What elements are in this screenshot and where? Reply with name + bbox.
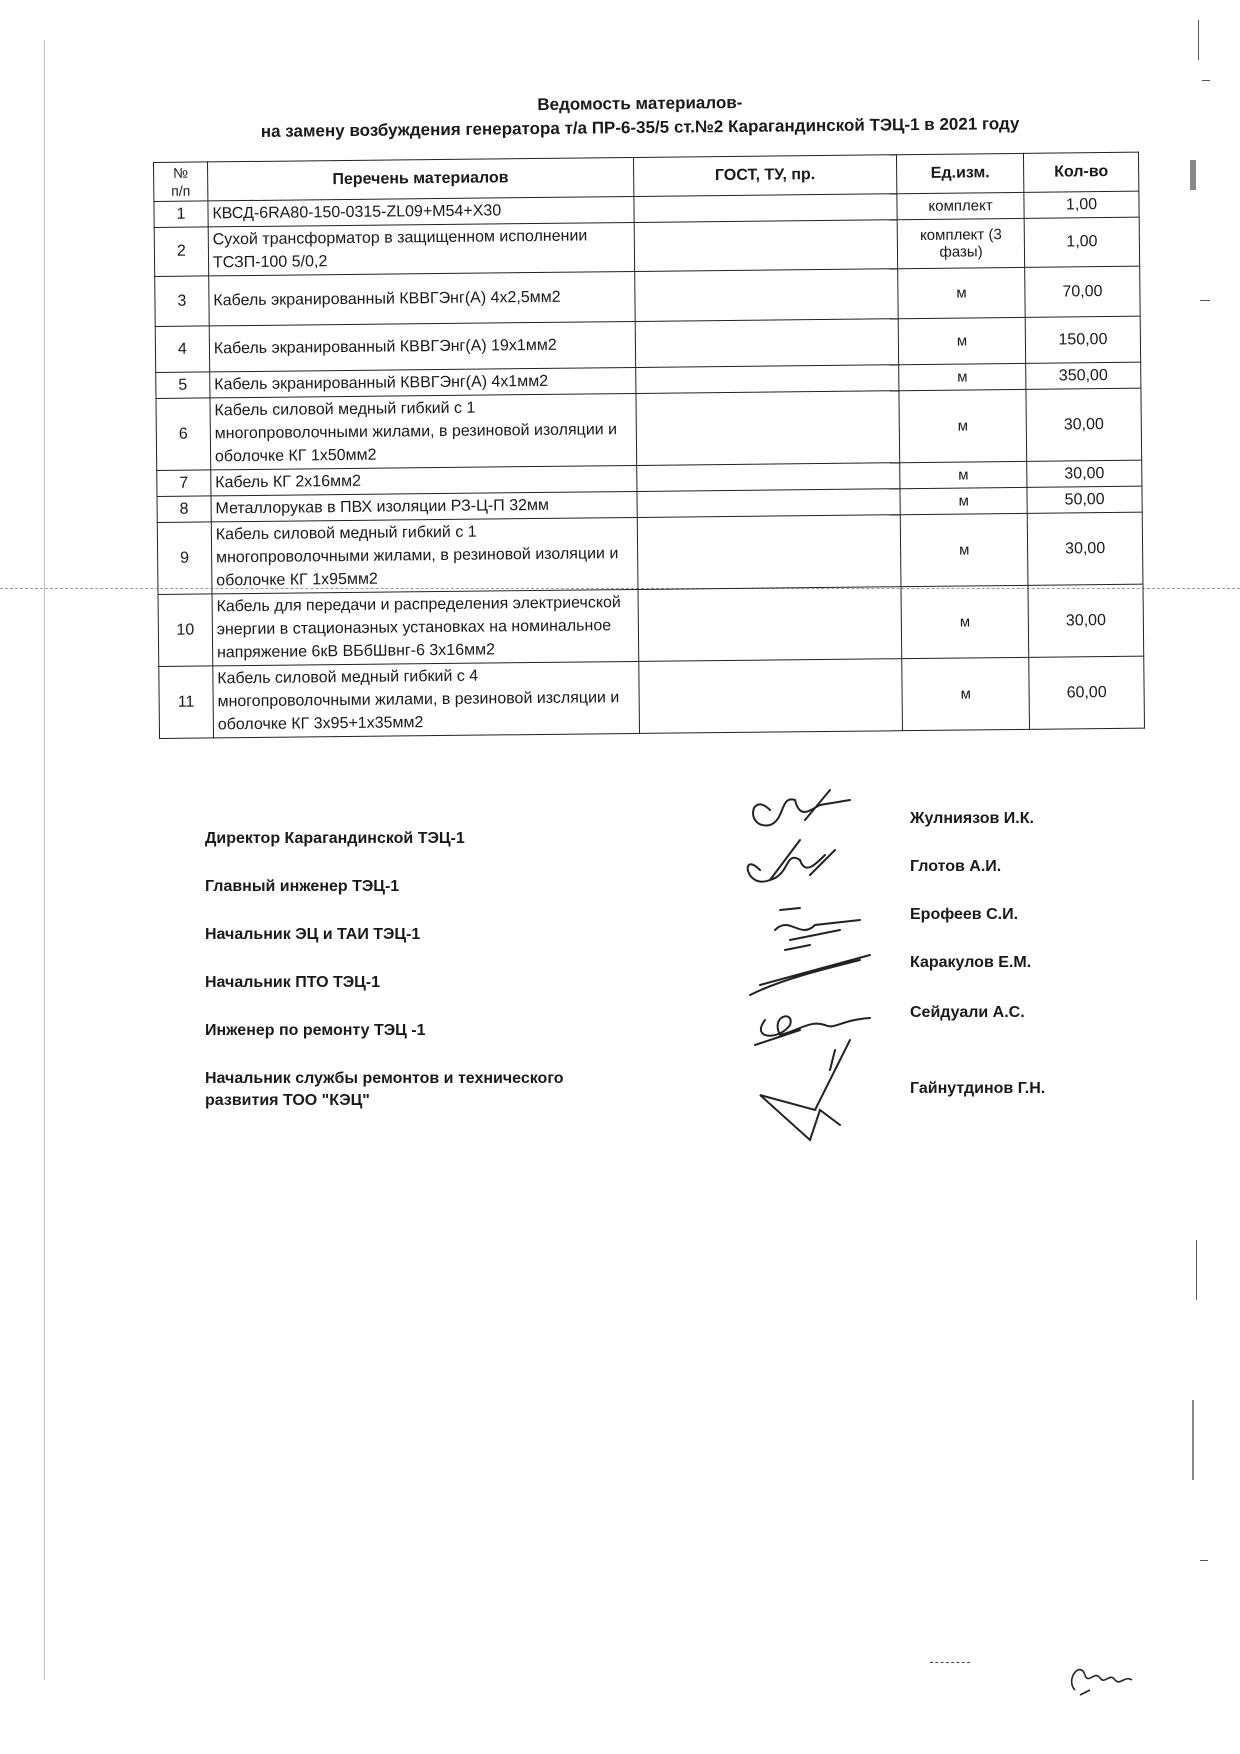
row-unit: м <box>901 585 1029 658</box>
signatory-name: Каракулов Е.М. <box>910 954 1032 971</box>
row-qty: 30,00 <box>1026 388 1142 461</box>
row-num: 9 <box>157 522 212 595</box>
header-unit: Ед.изм. <box>897 153 1024 193</box>
row-gost <box>637 489 901 518</box>
signatory-name: Ерофеев С.И. <box>910 906 1019 923</box>
scan-edge-marks <box>1180 0 1220 1754</box>
row-unit: комплект (3 фазы) <box>897 218 1025 268</box>
scan-dash-mark <box>930 1662 970 1664</box>
row-num: 10 <box>158 594 213 667</box>
header-num: № п/п <box>154 162 208 202</box>
document-title <box>210 87 1070 144</box>
row-qty: 1,00 <box>1024 191 1139 218</box>
row-unit: м <box>898 267 1026 318</box>
row-num: 3 <box>155 276 209 327</box>
signatory-name: Жулниязов И.К. <box>910 810 1034 827</box>
table-body <box>154 191 1145 738</box>
row-name: Кабель силовой медный гибкий с 1 многопроволочными жилами, в резиновой изоляции и оболочке КГ 1х95мм2 <box>211 517 638 593</box>
row-num: 11 <box>159 666 214 739</box>
row-name: Кабель экранированный КВВГЭнг(А) 4х1мм2 <box>210 367 636 397</box>
row-unit: комплект <box>897 192 1024 219</box>
row-qty: 60,00 <box>1029 656 1145 729</box>
row-gost <box>634 194 898 223</box>
row-gost <box>636 463 900 492</box>
row-qty: 150,00 <box>1025 316 1140 363</box>
header-gost: ГОСТ, ТУ, пр. <box>633 155 897 197</box>
signatory-role: Начальник ЭЦ и ТАИ ТЭЦ-1 <box>205 926 421 943</box>
table-row <box>158 584 1144 666</box>
row-num: 2 <box>154 227 208 277</box>
signatory-role: Директор Карагандинской ТЭЦ-1 <box>205 830 465 847</box>
row-name: Сухой трансформатор в защищенном исполнении ТСЗП-100 5/0,2 <box>208 222 634 275</box>
scan-edge-line <box>44 40 45 1680</box>
table-row <box>156 388 1142 470</box>
row-qty: 50,00 <box>1027 486 1142 513</box>
row-qty: 70,00 <box>1025 266 1140 317</box>
row-num: 6 <box>156 398 211 471</box>
row-gost <box>635 365 899 394</box>
row-num: 4 <box>155 326 209 373</box>
signatory-role: Начальник службы ремонтов и технического развития ТОО "КЭЦ" <box>205 1070 564 1109</box>
header-name: Перечень материалов <box>207 157 633 200</box>
handwritten-signatures <box>740 780 890 1160</box>
row-qty: 350,00 <box>1026 362 1141 389</box>
row-num: 8 <box>157 496 211 523</box>
materials-table <box>153 152 1145 739</box>
row-name: Кабель силовой медный гибкий с 1 многопроволочными жилами, в резиновой изоляции и оболочке КГ 1х50мм2 <box>210 393 637 469</box>
title-line-1: Ведомость материалов- <box>537 92 743 115</box>
row-name: Кабель для передачи и распределения электриечской энергии в стационаэных установках на номинальное напряжение 6кВ ВБбШвнг-6 3х16мм2 <box>212 589 639 665</box>
table-row <box>157 512 1143 594</box>
row-qty: 30,00 <box>1028 584 1144 657</box>
row-name: Металлорукав в ПВХ изоляции РЗ-Ц-П 32мм <box>211 491 637 521</box>
row-gost <box>638 587 902 662</box>
row-name: Кабель экранированный КВВГЭнг(А) 4х2,5мм2 <box>209 271 635 325</box>
title-line-2: на замену возбуждения генератора т/а ПР-6-35/5 ст.№2 Карагандинской ТЭЦ-1 в 2021 году <box>260 114 1020 141</box>
header-qty: Кол-во <box>1024 152 1139 192</box>
row-gost <box>636 391 900 466</box>
row-gost <box>639 659 903 734</box>
row-qty: 30,00 <box>1027 512 1143 585</box>
row-name: Кабель экранированный КВВГЭнг(А) 19х1мм2 <box>209 321 635 371</box>
row-gost <box>637 515 901 590</box>
row-unit: м <box>899 389 1027 462</box>
signatory-name: Гайнутдинов Г.Н. <box>910 1080 1046 1097</box>
row-name: Кабель силовой медный гибкий с 4 многопроволочными жилами, в резиновой изсляции и оболочке КГ 3х95+1х35мм2 <box>213 661 640 737</box>
signatory-name: Сейдуали А.С. <box>910 1004 1025 1021</box>
row-name: КВСД-6RA80-150-0315-ZL09+M54+X30 <box>208 196 634 226</box>
row-unit: м <box>900 513 1028 586</box>
row-unit: м <box>900 487 1027 514</box>
row-num: 1 <box>154 201 208 228</box>
row-name: Кабель КГ 2х16мм2 <box>211 465 637 495</box>
row-unit: м <box>900 461 1027 488</box>
signatory-role: Главный инженер ТЭЦ-1 <box>205 878 400 895</box>
row-gost <box>634 220 898 272</box>
row-unit: м <box>898 317 1026 364</box>
signatory-role: Инженер по ремонту ТЭЦ -1 <box>205 1022 426 1039</box>
row-gost <box>635 319 899 368</box>
row-num: 5 <box>156 372 210 399</box>
table-row <box>159 656 1145 738</box>
signatory-name: Глотов А.И. <box>910 858 1002 875</box>
signatures-block <box>205 810 1105 1140</box>
row-qty: 1,00 <box>1024 217 1139 267</box>
page-initials-signature <box>1060 1650 1140 1700</box>
signatory-role: Начальник ПТО ТЭЦ-1 <box>205 974 381 991</box>
row-unit: м <box>899 363 1026 390</box>
row-qty: 30,00 <box>1027 460 1142 487</box>
row-gost <box>634 269 898 322</box>
row-num: 7 <box>157 470 211 497</box>
row-unit: м <box>902 657 1030 730</box>
